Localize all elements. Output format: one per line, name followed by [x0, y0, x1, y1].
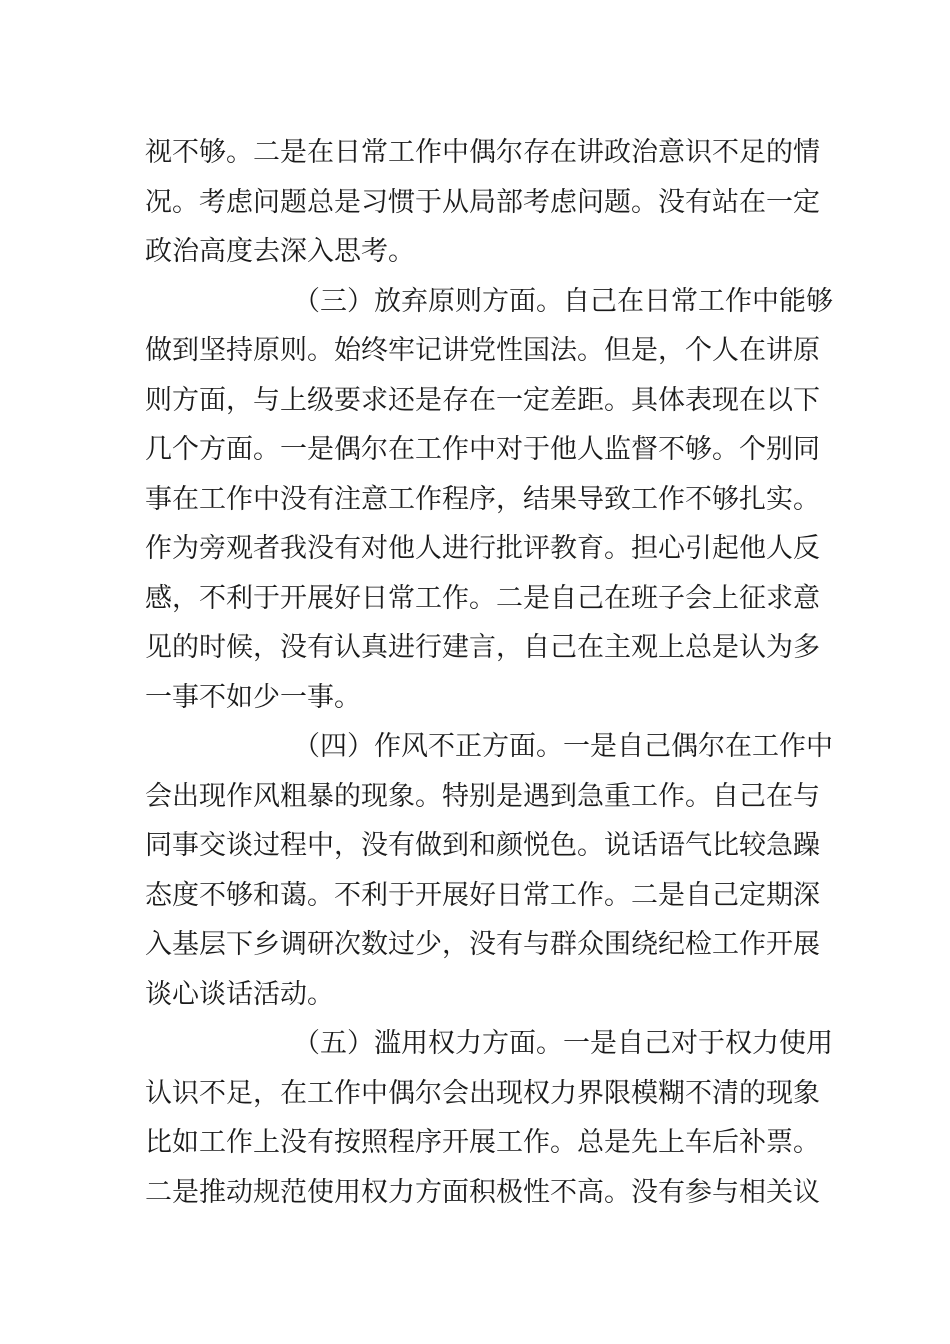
section-heading-line: （四）作风不正方面。一是自己偶尔在工作中 — [293, 731, 833, 762]
text-line: 做到坚持原则。始终牢记讲党性国法。但是，个人在讲原 — [145, 335, 820, 366]
text-line: 谈心谈话活动。 — [145, 978, 334, 1010]
text-line: 政治高度去深入思考。 — [145, 236, 415, 267]
text-line: 入基层下乡调研次数过少，没有与群众围绕纪检工作开展 — [145, 929, 820, 960]
text-line: 会出现作风粗暴的现象。特别是遇到急重工作。自己在与 — [145, 780, 820, 812]
section-heading-line: （三）放弃原则方面。自己在日常工作中能够 — [293, 285, 833, 317]
text-line: 态度不够和蔼。不利于开展好日常工作。二是自己定期深 — [145, 879, 820, 911]
text-line: 认识不足，在工作中偶尔会出现权力界限模糊不清的现象 — [145, 1077, 820, 1109]
text-line: 视不够。二是在日常工作中偶尔存在讲政治意识不足的情 — [145, 137, 820, 168]
text-line: 一事不如少一事。 — [145, 681, 361, 713]
document-body — [145, 128, 833, 1217]
section-heading-line: （五）滥用权力方面。一是自己对于权力使用 — [293, 1028, 833, 1059]
text-line: 况。考虑问题总是习惯于从局部考虑问题。没有站在一定 — [145, 186, 820, 218]
text-line: 比如工作上没有按照程序开展工作。总是先上车后补票。 — [145, 1127, 820, 1158]
text-line: 二是推动规范使用权力方面积极性不高。没有参与相关议 — [145, 1176, 820, 1208]
text-line: 作为旁观者我没有对他人进行批评教育。担心引起他人反 — [145, 533, 820, 564]
text-line: 感，不利于开展好日常工作。二是自己在班子会上征求意 — [145, 582, 820, 614]
text-line: 几个方面。一是偶尔在工作中对于他人监督不够。个别同 — [145, 434, 820, 465]
text-line: 则方面，与上级要求还是存在一定差距。具体表现在以下 — [145, 384, 820, 416]
text-line: 见的时候，没有认真进行建言，自己在主观上总是认为多 — [145, 632, 820, 663]
text-line: 同事交谈过程中，没有做到和颜悦色。说话语气比较急躁 — [145, 830, 820, 861]
text-line: 事在工作中没有注意工作程序，结果导致工作不够扎实。 — [145, 483, 820, 515]
